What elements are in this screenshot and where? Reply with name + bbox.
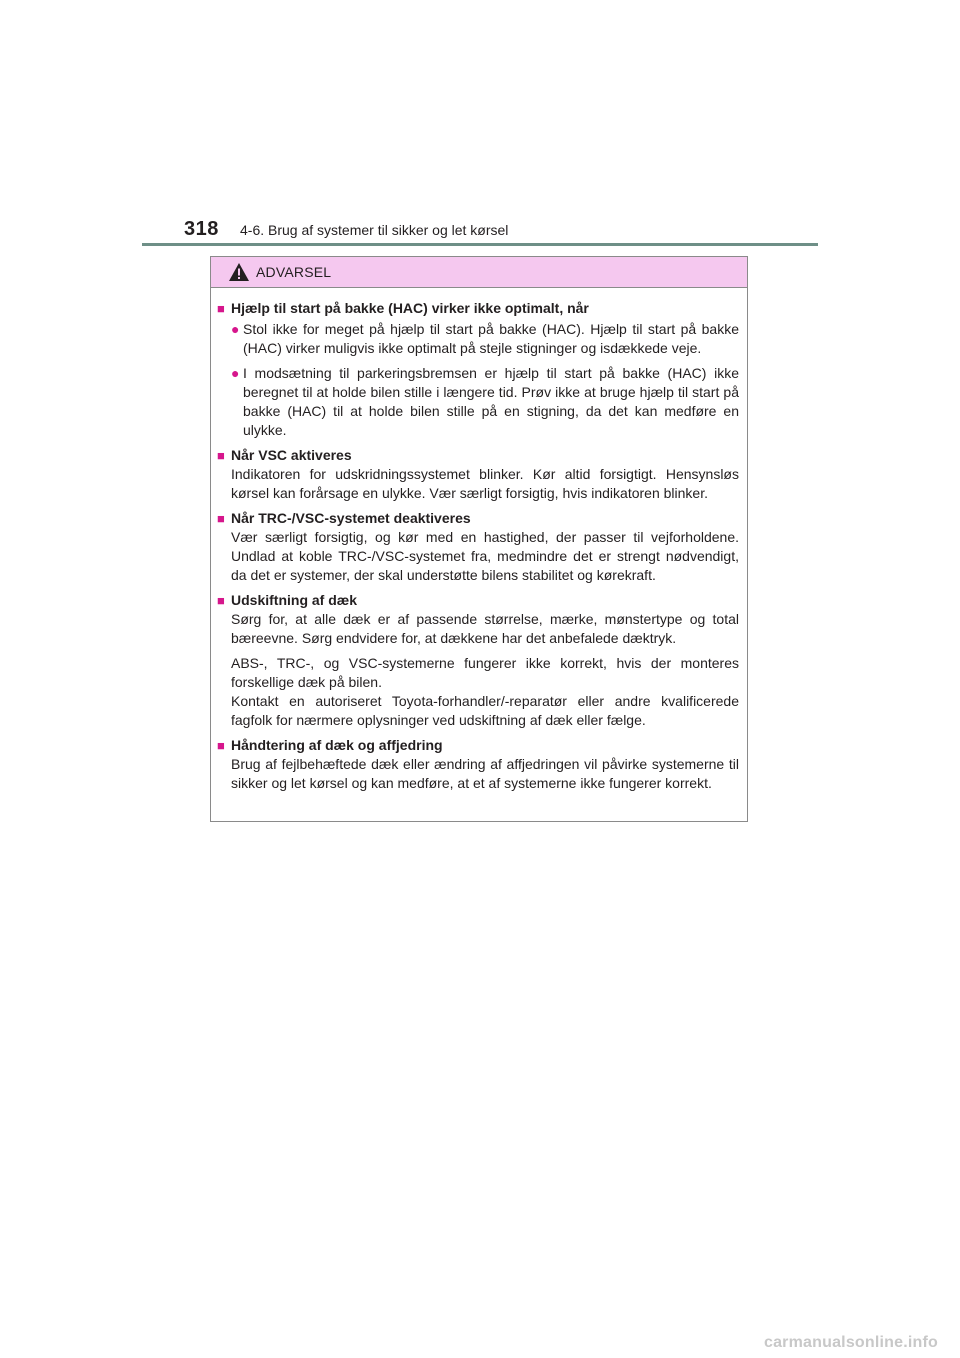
item-title xyxy=(217,446,739,465)
item-title-text: Når VSC aktiveres xyxy=(231,447,352,463)
circle-bullet-icon: ● xyxy=(231,321,240,337)
sub-item-text: I modsætning til parkeringsbremsen er hjælp til start på bakke (HAC) ikke beregnet til at holde bilen stille i længere tid. Prøv ikke at bruge hjælp til start på bakke (HAC) til at holde bilen stille på en stigning, da det kan medføre en ulykke. xyxy=(243,365,739,438)
item-paragraph: ABS-, TRC-, og VSC-systemerne fungerer ikke korrekt, hvis der monteres forskellige dæk på bilen. xyxy=(231,655,739,690)
circle-bullet-icon: ● xyxy=(231,365,240,381)
warning-item-tire-replacement xyxy=(217,591,739,730)
item-title-text: Udskiftning af dæk xyxy=(231,592,358,608)
item-paragraph: Vær særligt forsigtig, og kør med en hastighed, der passer til vejforholdene. Undlad at koble TRC-/VSC-systemet fra, medmindre det er strengt nødvendigt, da det er systemer, der skal understøtte bilens stabilitet og kørekraft. xyxy=(231,529,739,583)
page-header xyxy=(142,212,818,246)
item-title-text: Når TRC-/VSC-systemet deaktiveres xyxy=(231,510,471,526)
item-paragraph: Kontakt en autoriseret Toyota-forhandler/-reparatør eller andre kvalificerede fagfolk for nærmere oplysninger ved udskiftning af dæk eller fælge. xyxy=(231,693,739,728)
footer-watermark: carmanualsonline.info xyxy=(763,1334,938,1351)
warning-item-vsc-active xyxy=(217,446,739,503)
warning-label: ADVARSEL xyxy=(256,264,332,280)
sub-item xyxy=(231,364,739,440)
item-title-text: Håndtering af dæk og affjedring xyxy=(231,737,443,753)
item-paragraph: Sørg for, at alle dæk er af passende størrelse, mærke, mønstertype og total bæreevne. Sørg endvidere for, at dækkene har det anbefalede dæktryk. xyxy=(231,611,739,646)
warning-header xyxy=(211,257,747,288)
square-bullet-icon: ■ xyxy=(217,448,225,463)
warning-triangle-icon xyxy=(228,262,250,282)
sub-item-text: Stol ikke for meget på hjælp til start på bakke (HAC). Hjælp til start på bakke (HAC) virker muligvis ikke optimalt på stejle stigninger og isdækkede veje. xyxy=(243,321,739,356)
warning-item-tires-suspension xyxy=(217,736,739,793)
warning-body xyxy=(211,288,747,793)
sub-item xyxy=(231,320,739,358)
item-title xyxy=(217,509,739,528)
item-paragraph: Brug af fejlbehæftede dæk eller ændring af affjedringen vil påvirke systemerne til sikker og let kørsel og kan medføre, at et af systemerne ikke fungerer korrekt. xyxy=(231,756,739,791)
square-bullet-icon: ■ xyxy=(217,738,225,753)
square-bullet-icon: ■ xyxy=(217,301,225,316)
square-bullet-icon: ■ xyxy=(217,511,225,526)
warning-box xyxy=(210,256,748,822)
section-title: 4-6. Brug af systemer til sikker og let kørsel xyxy=(240,222,509,238)
item-title xyxy=(217,736,739,755)
header-rule xyxy=(142,243,818,246)
page-number: 318 xyxy=(184,218,219,240)
warning-item-hac xyxy=(217,299,739,440)
item-title xyxy=(217,591,739,610)
item-title xyxy=(217,299,739,318)
item-title-text: Hjælp til start på bakke (HAC) virker ikke optimalt, når xyxy=(231,300,589,316)
item-paragraph: Indikatoren for udskridningssystemet blinker. Kør altid forsigtigt. Hensynsløs kørsel kan forårsage en ulykke. Vær særligt forsigtig, hvis indikatoren blinker. xyxy=(231,466,739,501)
square-bullet-icon: ■ xyxy=(217,593,225,608)
warning-item-trc-vsc-off xyxy=(217,509,739,585)
